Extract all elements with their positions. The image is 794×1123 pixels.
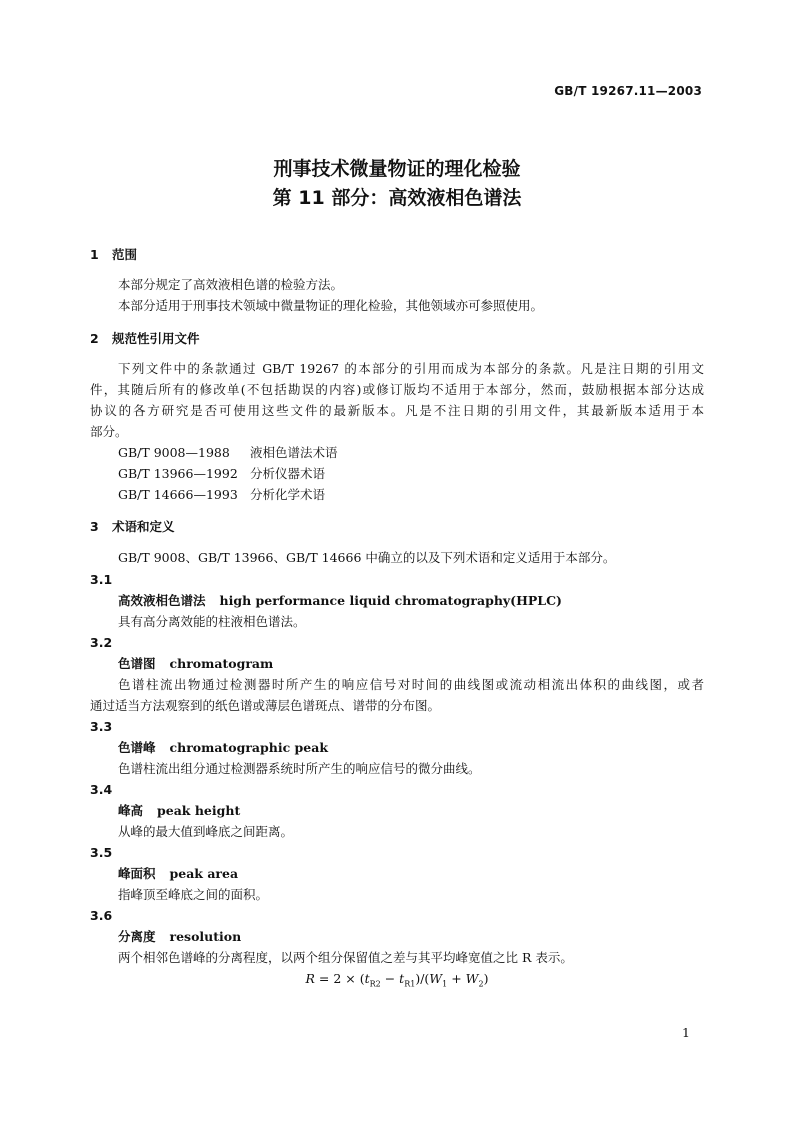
reference-code: GB/T 14666—1993 bbox=[118, 487, 238, 502]
scope-paragraph-2: 本部分适用于刑事技术领域中微量物证的理化检验，其他领域亦可参照使用。 bbox=[118, 298, 544, 313]
formula-minus: − bbox=[380, 971, 400, 986]
standard-number: GB/T 19267.11—2003 bbox=[554, 84, 702, 98]
term-number: 3.4 bbox=[90, 782, 113, 797]
term-definition: 从峰的最大值到峰底之间距离。 bbox=[118, 824, 294, 839]
formula-w: W bbox=[465, 971, 479, 986]
reference-code: GB/T 9008—1988 bbox=[118, 445, 230, 460]
term-definition: 通过适当方法观察到的纸色谱或薄层色谱斑点、谱带的分布图。 bbox=[90, 698, 441, 713]
formula-plus: + bbox=[447, 971, 466, 986]
term-number: 3.2 bbox=[90, 635, 113, 650]
references-paragraph-line: 部分。 bbox=[90, 424, 128, 439]
term-chinese: 高效液相色谱法 bbox=[118, 593, 206, 608]
formula-mid: )/( bbox=[415, 971, 430, 986]
term-definition: 指峰顶至峰底之间的面积。 bbox=[118, 887, 269, 902]
term-entry bbox=[118, 656, 273, 672]
section-heading-normative-references bbox=[90, 331, 200, 347]
term-number: 3.5 bbox=[90, 845, 113, 860]
term-entry bbox=[118, 803, 240, 819]
term-entry bbox=[118, 929, 241, 945]
document-title-line2: 第 11 部分：高效液相色谱法 bbox=[272, 187, 522, 209]
reference-item bbox=[118, 445, 338, 461]
reference-item bbox=[118, 466, 325, 482]
term-entry bbox=[118, 593, 562, 609]
term-chinese: 分离度 bbox=[118, 929, 156, 944]
scope-paragraph-1: 本部分规定了高效液相色谱的检验方法。 bbox=[118, 277, 344, 292]
section-title: 术语和定义 bbox=[112, 519, 175, 534]
section-number: 2 bbox=[90, 331, 99, 346]
reference-code: GB/T 13966—1992 bbox=[118, 466, 238, 481]
formula-sub-2: 2 bbox=[478, 979, 484, 989]
section-heading-scope bbox=[90, 247, 137, 263]
reference-item bbox=[118, 487, 325, 503]
formula-end: ) bbox=[483, 971, 489, 986]
term-entry bbox=[118, 740, 328, 756]
section-number: 1 bbox=[90, 247, 99, 262]
term-definition: 具有高分离效能的柱液相色谱法。 bbox=[118, 614, 306, 629]
resolution-formula bbox=[0, 971, 794, 993]
term-english: peak area bbox=[169, 866, 239, 881]
term-english: chromatographic peak bbox=[169, 740, 328, 755]
reference-title: 分析仪器术语 bbox=[250, 466, 326, 481]
reference-title: 分析化学术语 bbox=[250, 487, 326, 502]
term-english: high performance liquid chromatography(HPLC) bbox=[219, 593, 562, 608]
formula-t: t bbox=[399, 971, 405, 986]
term-definition: 色谱柱流出组分通过检测器系统时所产生的响应信号的微分曲线。 bbox=[118, 761, 481, 776]
term-chinese: 峰面积 bbox=[118, 866, 156, 881]
references-paragraph-line: 协议的各方研究是否可使用这些文件的最新版本。凡是不注日期的引用文件，其最新版本适用于本 bbox=[90, 403, 704, 418]
term-number: 3.1 bbox=[90, 572, 113, 587]
section-title: 范围 bbox=[112, 247, 138, 262]
terms-intro: GB/T 9008、GB/T 13966、GB/T 14666 中确立的以及下列术语和定义适用于本部分。 bbox=[118, 550, 616, 565]
term-entry bbox=[118, 866, 238, 882]
section-heading-terms bbox=[90, 519, 175, 535]
term-english: resolution bbox=[169, 929, 242, 944]
term-number: 3.3 bbox=[90, 719, 113, 734]
formula-t: t bbox=[364, 971, 370, 986]
document-title-line1: 刑事技术微量物证的理化检验 bbox=[273, 158, 521, 180]
page-number: 1 bbox=[682, 1025, 690, 1040]
section-title: 规范性引用文件 bbox=[112, 331, 200, 346]
references-paragraph-line: 下列文件中的条款通过 GB/T 19267 的本部分的引用而成为本部分的条款。凡是注日期的引用文 bbox=[118, 361, 704, 376]
term-english: chromatogram bbox=[169, 656, 274, 671]
formula-w: W bbox=[429, 971, 443, 986]
references-paragraph-line: 件，其随后所有的修改单(不包括勘误的内容)或修订版均不适用于本部分，然而，鼓励根据本部分达成 bbox=[90, 382, 704, 397]
reference-title: 液相色谱法术语 bbox=[250, 445, 338, 460]
term-definition: 色谱柱流出物通过检测器时所产生的响应信号对时间的曲线图或流动相流出体积的曲线图，或者 bbox=[118, 677, 704, 692]
term-chinese: 色谱峰 bbox=[118, 740, 156, 755]
term-number: 3.6 bbox=[90, 908, 113, 923]
formula-sub-r1: R1 bbox=[404, 979, 416, 989]
term-english: peak height bbox=[157, 803, 241, 818]
formula-sub-1: 1 bbox=[442, 979, 448, 989]
formula-sub-r2: R2 bbox=[369, 979, 381, 989]
formula-equals: = 2 × ( bbox=[314, 971, 365, 986]
term-definition: 两个相邻色谱峰的分离程度，以两个组分保留值之差与其平均峰宽值之比 R 表示。 bbox=[118, 950, 573, 965]
formula-lhs: R bbox=[305, 971, 315, 986]
section-number: 3 bbox=[90, 519, 99, 534]
term-chinese: 峰高 bbox=[118, 803, 144, 818]
term-chinese: 色谱图 bbox=[118, 656, 156, 671]
